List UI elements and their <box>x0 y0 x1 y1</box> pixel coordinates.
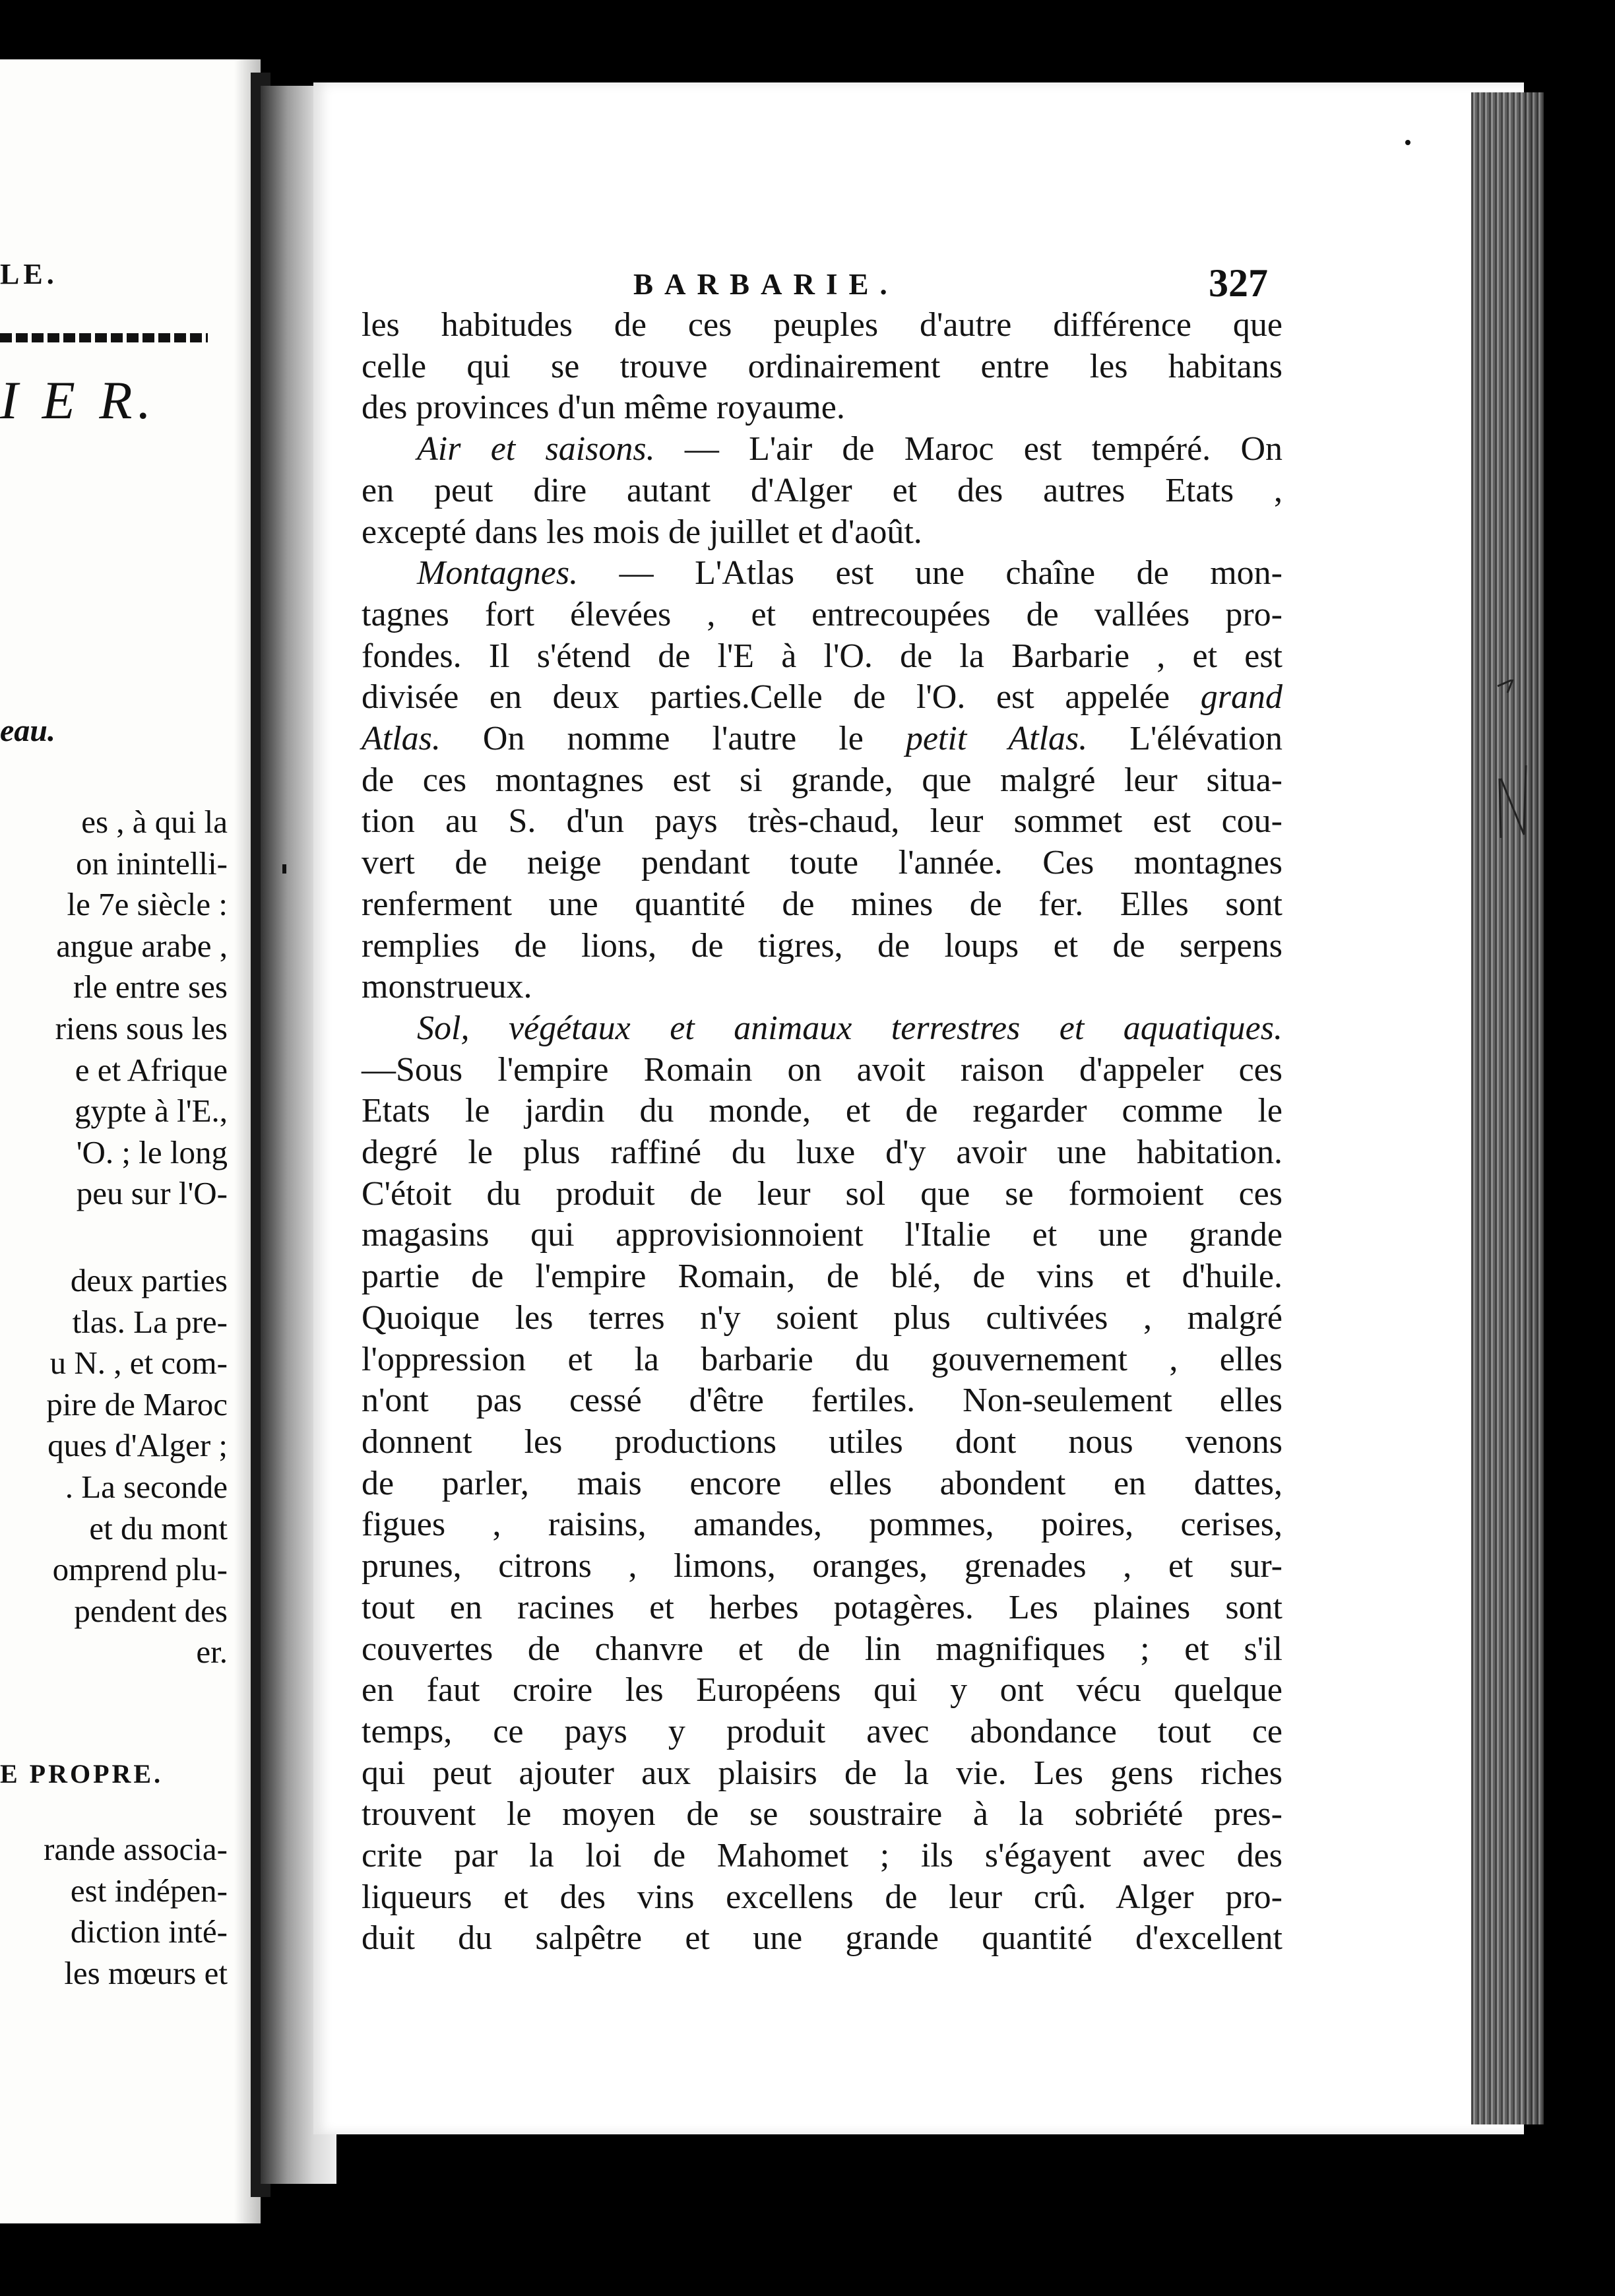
text-line: trouvent le moyen de se soustraire à la sobriété pres- <box>362 1795 1282 1834</box>
italic-run: grand <box>1200 678 1282 717</box>
left-text-block-c <box>0 1829 228 1994</box>
text-line: ques d'Alger ; <box>48 1427 228 1464</box>
section-heading-air: Air et saisons. <box>417 430 655 468</box>
text-line: Quoique les terres n'y soient plus cultivées , malgré <box>362 1298 1282 1337</box>
text-line: monstrueux. <box>362 968 532 1006</box>
paragraph-first-line <box>362 553 1282 594</box>
text-line: pendent des <box>74 1592 228 1629</box>
text-line: tagnes fort élevées , et entrecoupées de vallées pro- <box>362 595 1282 633</box>
page-block-edge <box>1471 92 1544 2124</box>
text-line: duit du salpêtre et une grande quantité d'excellent <box>362 1919 1282 1958</box>
text-line: de ces montagnes est si grande, que malgré leur situa- <box>362 761 1282 799</box>
text-line: et du mont <box>89 1510 228 1547</box>
text-line: excepté dans les mois de juillet et d'août. <box>362 513 922 551</box>
left-section-heading: E PROPRE. <box>0 1759 164 1789</box>
text-run: divisée en deux parties.Celle de l'O. est appelée <box>362 678 1201 717</box>
text-line <box>362 677 1282 718</box>
text-line: celle qui se trouve ordinairement entre les habitans <box>362 347 1282 385</box>
text-line: temps, ce pays y produit avec abondance tout ce <box>362 1712 1282 1750</box>
margin-pencil-mark-icon <box>1494 680 1540 851</box>
text-line: est indépen- <box>70 1872 228 1909</box>
text-line: le 7e siècle : <box>67 886 228 923</box>
text-line: degré le plus raffiné du luxe d'y avoir une habitation. <box>362 1133 1282 1172</box>
text-line: remplies de lions, de tigres, de loups et de serpens <box>362 926 1282 965</box>
text-line: renferment une quantité de mines de fer. Elles sont <box>362 885 1282 923</box>
text-line: gypte à l'E., <box>75 1093 228 1130</box>
text-line <box>362 718 1282 760</box>
text-run: — L'air de Maroc est tempéré. On <box>654 430 1282 468</box>
text-line: couvertes de chanvre et de lin magnifiques ; et s'il <box>362 1630 1282 1668</box>
text-line: Etats le jardin du monde, et de regarder comme le <box>362 1092 1282 1130</box>
italic-run: Atlas. <box>362 720 441 758</box>
text-line: magasins qui approvisionnoient l'Italie et une grande <box>362 1216 1282 1254</box>
italic-run: petit Atlas. <box>905 720 1088 758</box>
ink-dot <box>1405 140 1410 145</box>
section-heading-montagnes: Montagnes. <box>417 554 579 592</box>
text-line: er. <box>196 1634 228 1671</box>
text-line: diction inté- <box>70 1913 228 1950</box>
main-text <box>362 305 1282 1960</box>
text-line: vert de neige pendant toute l'année. Ces montagnes <box>362 844 1282 882</box>
text-line: les habitudes de ces peuples d'autre différence que <box>362 306 1282 344</box>
text-line: u N. , et com- <box>49 1345 228 1382</box>
text-line: prunes, citrons , limons, oranges, grenades , et sur- <box>362 1547 1282 1585</box>
text-line: . La seconde <box>65 1468 228 1505</box>
left-running-head: LE. <box>0 258 58 290</box>
left-italic-fragment: eau. <box>0 713 55 748</box>
text-line: tlas. La pre- <box>72 1303 228 1340</box>
text-line: en faut croire les Européens qui y ont vécu quelque <box>362 1671 1282 1709</box>
text-line: n'ont pas cessé d'être fertiles. Non-seulement elles <box>362 1382 1282 1420</box>
text-run: L'élévation <box>1087 720 1282 758</box>
text-line: omprend plu- <box>52 1551 228 1588</box>
left-text-block-b <box>0 1260 228 1673</box>
text-line: qui peut ajouter aux plaisirs de la vie. Les gens riches <box>362 1754 1282 1792</box>
text-line: rande associa- <box>44 1831 228 1867</box>
text-line: rle entre ses <box>73 969 228 1005</box>
text-run: On nomme l'autre le <box>440 720 906 758</box>
text-line: tout en racines et herbes potagères. Les plaines sont <box>362 1588 1282 1626</box>
text-line: —Sous l'empire Romain on avoit raison d'appeler ces <box>362 1050 1282 1089</box>
text-line: liqueurs et des vins excellens de leur crû. Alger pro- <box>362 1878 1282 1916</box>
section-heading-sol: Sol, végétaux et animaux terrestres et aquatiques. <box>417 1009 1282 1047</box>
text-line: l'oppression et la barbarie du gouvernement , elles <box>362 1340 1282 1378</box>
text-line: 'O. ; le long <box>76 1133 228 1170</box>
text-line: deux parties <box>70 1262 228 1298</box>
text-line: C'étoit du produit de leur sol que se formoient ces <box>362 1174 1282 1213</box>
gutter-mark <box>282 864 286 874</box>
text-line: crite par la loi de Mahomet ; ils s'égayent avec des <box>362 1837 1282 1875</box>
left-page <box>0 59 261 2223</box>
text-line: de parler, mais encore elles abondent en dattes, <box>362 1464 1282 1502</box>
paragraph-first-line <box>362 429 1282 470</box>
text-line: donnent les productions utiles dont nous venons <box>362 1422 1282 1461</box>
text-line: es , à qui la <box>81 804 228 840</box>
text-line: peu sur l'O- <box>76 1175 228 1212</box>
text-line: angue arabe , <box>56 927 228 964</box>
left-text-block-a <box>0 802 228 1215</box>
text-line: les mœurs et <box>64 1954 228 1991</box>
running-head: BARBARIE. <box>633 268 899 301</box>
ornamental-rule <box>0 333 208 342</box>
text-line: figues , raisins, amandes, pommes, poires, cerises, <box>362 1506 1282 1544</box>
left-chapter-title: I E R. <box>0 370 156 430</box>
text-run: — L'Atlas est une chaîne de mon- <box>578 554 1282 592</box>
text-line: on inintelli- <box>76 845 228 881</box>
text-line: partie de l'empire Romain, de blé, de vins et d'huile. <box>362 1258 1282 1296</box>
text-line: e et Afrique <box>75 1051 228 1088</box>
text-line: des provinces d'un même royaume. <box>362 389 845 427</box>
text-line: fondes. Il s'étend de l'E à l'O. de la Barbarie , et est <box>362 637 1282 675</box>
text-line: riens sous les <box>55 1009 228 1046</box>
text-line: pire de Maroc <box>46 1386 228 1422</box>
text-line: en peut dire autant d'Alger et des autres Etats , <box>362 471 1282 509</box>
text-line: tion au S. d'un pays très-chaud, leur sommet est cou- <box>362 802 1282 841</box>
page-number: 327 <box>1209 261 1268 305</box>
